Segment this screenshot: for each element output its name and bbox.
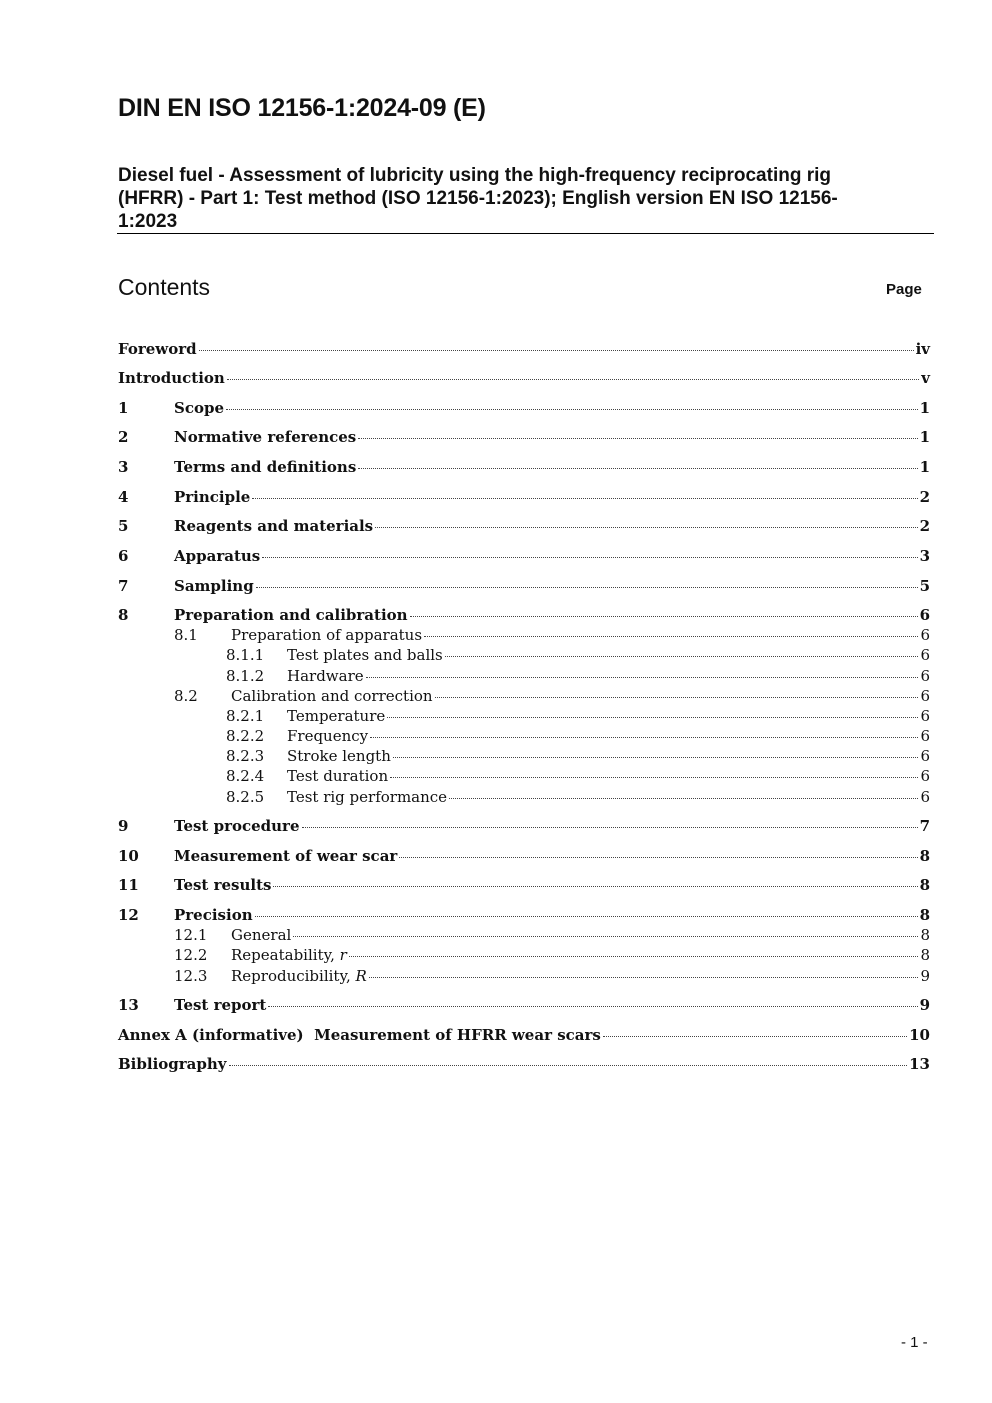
toc-entry-bibliography[interactable]: [118, 1055, 930, 1075]
dot-leader: [603, 1036, 907, 1037]
toc-entry-title: Terms and definitions: [174, 458, 357, 476]
dot-leader: [449, 798, 918, 799]
toc-entry-page: 5: [919, 577, 930, 595]
dot-leader: [229, 1065, 908, 1066]
dot-leader: [293, 936, 918, 937]
toc-entry-reproducibility[interactable]: [174, 967, 930, 987]
toc-entry-page: 8: [919, 906, 930, 924]
toc-entry-title: Test plates and balls: [287, 646, 443, 664]
toc-entry-title: Sampling: [174, 577, 254, 595]
toc-entry-title: Test rig performance: [287, 788, 448, 806]
dot-leader: [366, 677, 919, 678]
toc-entry-test-results[interactable]: [118, 876, 930, 896]
toc-entry-introduction[interactable]: [118, 369, 930, 389]
dot-leader: [387, 717, 918, 718]
toc-entry-number: 1: [118, 399, 129, 417]
toc-entry-page: 1: [919, 458, 930, 476]
toc-entry-page: v: [921, 369, 930, 387]
page-number: - 1 -: [901, 1334, 928, 1351]
dot-leader: [424, 636, 918, 637]
toc-entry-page: 1: [919, 428, 930, 446]
toc-entry-page: 1: [919, 399, 930, 417]
toc-entry-page: 6: [920, 626, 930, 644]
toc-entry-title: Precision: [174, 906, 253, 924]
toc-entry-normative-references[interactable]: [118, 428, 930, 448]
toc-entry-title: Temperature: [287, 707, 386, 725]
toc-entry-number: 8.2: [174, 687, 198, 705]
toc-entry-number: 10: [118, 847, 139, 865]
toc-entry-page: 6: [920, 646, 930, 664]
dot-leader: [358, 438, 917, 439]
toc-entry-page: 6: [920, 707, 930, 725]
toc-entry-title: Introduction: [118, 369, 225, 387]
toc-entry-title: [231, 946, 347, 964]
toc-entry-scope[interactable]: [118, 399, 930, 419]
toc-entry-title: Scope: [174, 399, 225, 417]
toc-entry-title: Preparation of apparatus: [231, 626, 423, 644]
toc-entry-page: 6: [920, 667, 930, 685]
toc-entry-page: 13: [909, 1055, 930, 1073]
toc-entry-number: 8.2.1: [226, 707, 265, 725]
toc-entry-measurement-of-wear-scar[interactable]: [118, 847, 930, 867]
toc-entry-title: Test report: [174, 996, 267, 1014]
toc-entry-title: Stroke length: [287, 747, 391, 765]
toc-entry-title-text: Reproducibility,: [231, 967, 356, 985]
toc-entry-page: 6: [920, 767, 930, 785]
toc-entry-number: 13: [118, 996, 139, 1014]
toc-entry-page: 8: [919, 847, 930, 865]
variable-symbol: R: [355, 967, 367, 985]
toc-entry-number: 5: [118, 517, 129, 535]
dot-leader: [445, 656, 919, 657]
toc-entry-page: 9: [920, 967, 930, 985]
toc-entry-title: Test results: [174, 876, 272, 894]
document-id: DIN EN ISO 12156-1:2024-09 (E): [118, 94, 486, 122]
toc-entry-number: 11: [118, 876, 139, 894]
toc-entry-stroke-length[interactable]: [226, 747, 930, 767]
toc-entry-number: 8.2.2: [226, 727, 265, 745]
dot-leader: [199, 350, 914, 351]
toc-entry-number: 6: [118, 547, 129, 565]
toc-entry-test-report[interactable]: [118, 996, 930, 1016]
dot-leader: [349, 956, 919, 957]
contents-heading: Contents: [118, 274, 211, 300]
toc-entry-number: 9: [118, 817, 129, 835]
dot-leader: [226, 409, 918, 410]
toc-entry-title: Test duration: [287, 767, 389, 785]
toc-entry-title: General: [231, 926, 292, 944]
toc-entry-title: Hardware: [287, 667, 364, 685]
toc-entry-number: 4: [118, 488, 129, 506]
dot-leader: [252, 498, 917, 499]
dot-leader: [399, 857, 917, 858]
toc-entry-title: Reagents and materials: [174, 517, 374, 535]
toc-entry-title: Measurement of wear scar: [174, 847, 398, 865]
toc-entry-title: Frequency: [287, 727, 369, 745]
toc-entry-title: [231, 967, 367, 985]
toc-entry-repeatability[interactable]: [174, 946, 930, 966]
document-title-line: Diesel fuel - Assessment of lubricity using the high-frequency reciprocating rig: [118, 165, 831, 186]
toc-entry-terms-and-definitions[interactable]: [118, 458, 930, 478]
dot-leader: [410, 616, 918, 617]
toc-entry-title: Calibration and correction: [231, 687, 433, 705]
toc-entry-annex-a[interactable]: [118, 1026, 930, 1046]
toc-entry-page: 2: [919, 517, 930, 535]
toc-entry-test-plates-and-balls[interactable]: [226, 646, 930, 666]
toc-entry-frequency[interactable]: [226, 727, 930, 747]
dot-leader: [273, 886, 917, 887]
toc-entry-preparation-and-calibration[interactable]: [118, 606, 930, 626]
toc-entry-preparation-of-apparatus[interactable]: [174, 626, 930, 646]
toc-entry-page: 8: [920, 946, 930, 964]
dot-leader: [227, 379, 919, 380]
toc-entry-number: 8.2.4: [226, 767, 265, 785]
dot-leader: [369, 977, 919, 978]
variable-symbol: r: [339, 946, 347, 964]
toc-entry-page: 3: [919, 547, 930, 565]
toc-entry-test-rig-performance[interactable]: [226, 788, 930, 808]
dot-leader: [255, 916, 918, 917]
toc-entry-title: Annex A (informative) Measurement of HFRR wear scars: [118, 1026, 601, 1044]
toc-entry-number: 8.1.1: [226, 646, 265, 664]
toc-entry-sampling[interactable]: [118, 577, 930, 597]
document-title-line: (HFRR) - Part 1: Test method (ISO 12156-1:2023); English version EN ISO 12156-: [118, 188, 838, 209]
toc-entry-page: 7: [919, 817, 930, 835]
toc-entry-page: 6: [920, 687, 930, 705]
toc-entry-page: 2: [919, 488, 930, 506]
toc-entry-title: Bibliography: [118, 1055, 227, 1073]
toc-entry-number: 8.1: [174, 626, 198, 644]
toc-entry-title: Foreword: [118, 340, 197, 358]
toc-entry-temperature[interactable]: [226, 707, 930, 727]
toc-entry-page: iv: [915, 340, 930, 358]
toc-entry-number: 8.2.5: [226, 788, 265, 806]
toc-entry-precision[interactable]: [118, 906, 930, 926]
dot-leader: [435, 697, 919, 698]
toc-entry-title: Test procedure: [174, 817, 300, 835]
toc-entry-calibration-and-correction[interactable]: [174, 687, 930, 707]
toc-entry-number: 12.2: [174, 946, 208, 964]
toc-entry-number: 7: [118, 577, 129, 595]
toc-entry-title: Normative references: [174, 428, 357, 446]
toc-entry-principle[interactable]: [118, 488, 930, 508]
toc-entry-test-duration[interactable]: [226, 767, 930, 787]
toc-entry-page: 6: [919, 606, 930, 624]
toc-entry-number: 12.1: [174, 926, 208, 944]
document-title-line: 1:2023: [118, 211, 178, 232]
toc-entry-foreword[interactable]: [118, 340, 930, 360]
toc-entry-number: 8.1.2: [226, 667, 265, 685]
toc-entry-page: 6: [920, 747, 930, 765]
toc-entry-general[interactable]: [174, 926, 930, 946]
dot-leader: [358, 468, 917, 469]
toc-entry-page: 9: [919, 996, 930, 1014]
toc-entry-page: 8: [920, 926, 930, 944]
dot-leader: [256, 587, 918, 588]
toc-entry-page: 6: [920, 788, 930, 806]
toc-entry-title: Principle: [174, 488, 251, 506]
dot-leader: [393, 757, 919, 758]
dot-leader: [268, 1006, 917, 1007]
toc-entry-number: 8: [118, 606, 129, 624]
dot-leader: [302, 827, 918, 828]
toc-entry-title-text: Repeatability,: [231, 946, 340, 964]
toc-entry-number: 12.3: [174, 967, 208, 985]
toc-entry-hardware[interactable]: [226, 667, 930, 687]
page-column-label: Page: [886, 281, 922, 298]
toc-entry-title: Preparation and calibration: [174, 606, 408, 624]
toc-entry-number: 3: [118, 458, 129, 476]
toc-entry-page: 8: [919, 876, 930, 894]
dot-leader: [262, 557, 917, 558]
toc-entry-reagents-and-materials[interactable]: [118, 517, 930, 537]
toc-entry-page: 10: [909, 1026, 930, 1044]
toc-entry-test-procedure[interactable]: [118, 817, 930, 837]
toc-entry-number: 2: [118, 428, 129, 446]
dot-leader: [375, 527, 917, 528]
dot-leader: [370, 737, 918, 738]
toc-entry-number: 12: [118, 906, 139, 924]
toc-entry-page: 6: [920, 727, 930, 745]
toc-entry-apparatus[interactable]: [118, 547, 930, 567]
dot-leader: [390, 777, 918, 778]
toc-entry-title: Apparatus: [174, 547, 261, 565]
toc-entry-number: 8.2.3: [226, 747, 265, 765]
